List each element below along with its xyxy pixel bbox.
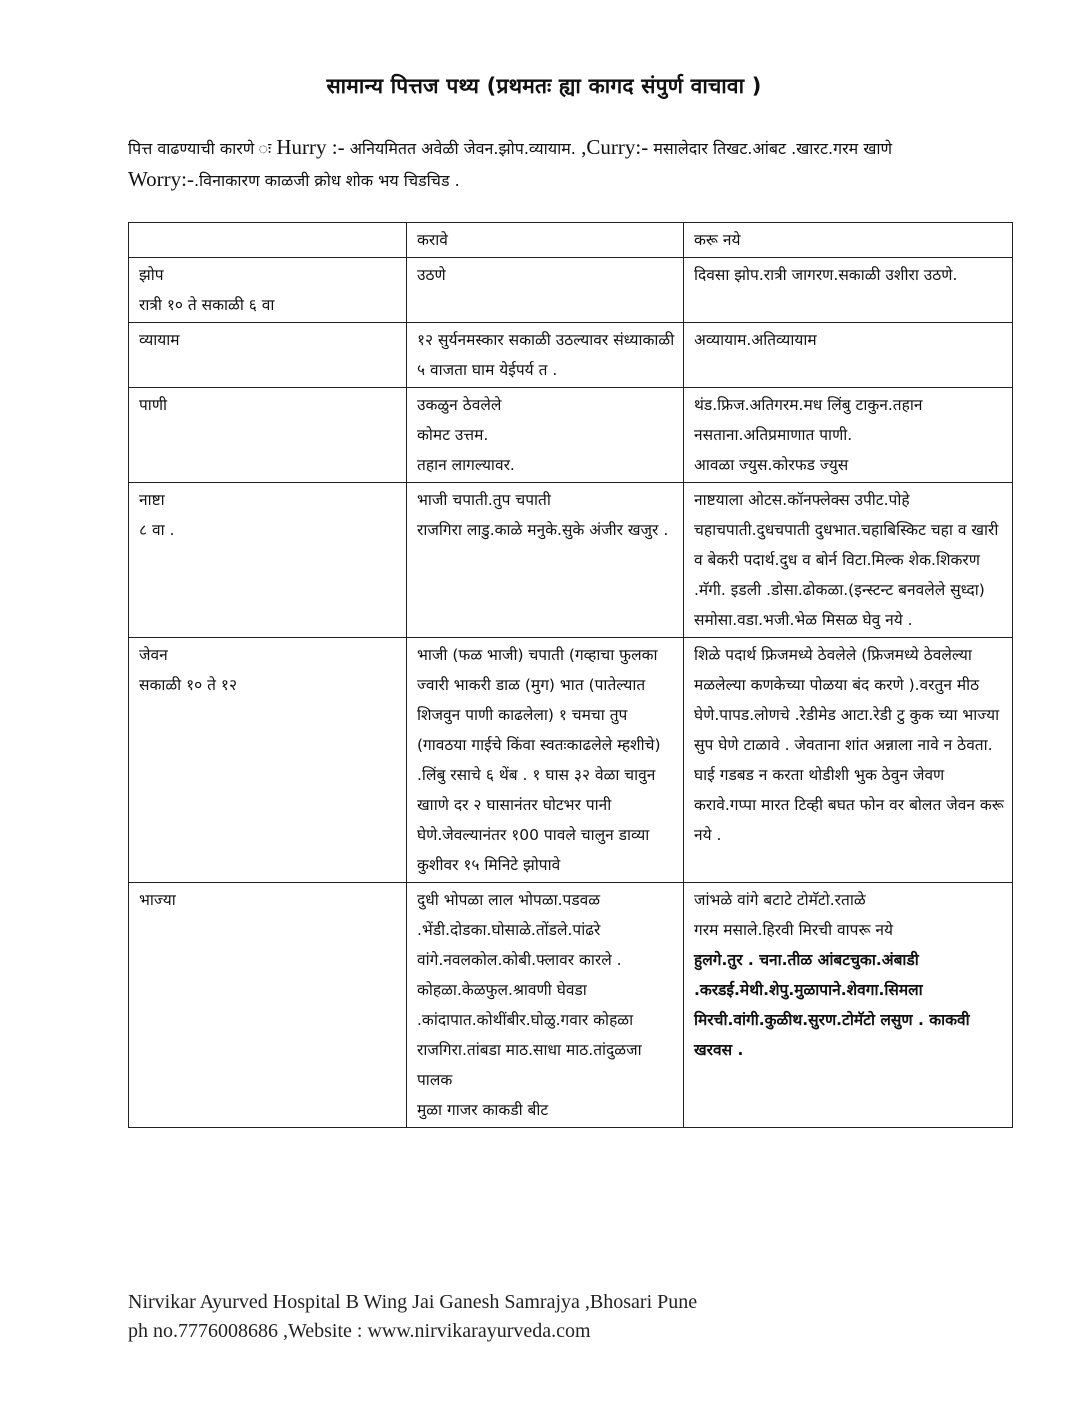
table-row — [129, 483, 1013, 638]
row-dont-sleep: दिवसा झोप.रात्री जागरण.सकाळी उशीरा उठणे. — [684, 258, 1013, 323]
row-do-exercise: १२ सुर्यनमस्कार सकाळी उठल्यावर संध्याकाळी ५ वाजता घाम येईपर्य त . — [407, 323, 684, 388]
hurry-label: Hurry :- — [276, 135, 345, 159]
table-row — [129, 388, 1013, 483]
row-do-breakfast: भाजी चपाती.तुप चपाती राजगिरा लाडु.काळे मनुके.सुके अंजीर खजुर . — [407, 483, 684, 638]
dont-vegetables-bold: हुलगे.तुर . चना.तीळ आंबटचुका.अंबाडी .करडई.मेथी.शेपु.मुळापाने.शेवगा.सिमला मिरची.वांगी.कुळीथ.सुरण.टोमॅटो लसुण . काकवी खरवस . — [694, 951, 970, 1059]
table-row — [129, 258, 1013, 323]
row-label-vegetables: भाज्या — [129, 883, 407, 1128]
row-do-sleep: उठणे — [407, 258, 684, 323]
row-do-meal: भाजी (फळ भाजी) चपाती (गव्हाचा फुलका ज्वारी भाकरी डाळ (मुग) भात (पातेल्यात शिजवुन पाणी काढलेला) १ चमचा तुप (गावठया गाईचे किंवा स्वतःकाढलेले म्हशीचे) .लिंबु रसाचे ६ थेंब . १ घास ३२ वेळा चावुन खााणे दर २ घासानंतर घोटभर पानी घेणे.जेवल्यानंतर १00 पावले चालुन डाव्या कुशीवर १५ मिनिटे झोपावे — [407, 638, 684, 883]
dont-vegetables-plain: जांभळे वांगे बटाटे टोमॅटो.रताळे गरम मसाले.हिरवी मिरची वापरू नये — [694, 891, 894, 939]
footer — [128, 1288, 988, 1346]
row-label-exercise: व्यायाम — [129, 323, 407, 388]
row-dont-meal: शिळे पदार्थ फ्रिजमध्ये ठेवलेले (फ्रिजमध्ये ठेवलेल्या मळलेल्या कणकेच्या पोळया बंद करणे ).वरतुन मीठ घेणे.पापड.लोणचे .रेडीमेड आटा.रेडी टु कुक च्या भाज्या सुप घेणे टाळावे . जेवताना शांत अन्नाला नावे न ठेवता. घाई गडबड न करता थोडीशी भुक ठेवुन जेवण करावे.गप्पा मारत टिव्ही बघत फोन वर बोलत जेवन करू नये . — [684, 638, 1013, 883]
header-cell-do: करावे — [407, 223, 684, 258]
footer-address: Nirvikar Ayurved Hospital B Wing Jai Ganesh Samrajya ,Bhosari Pune — [128, 1291, 698, 1313]
table-row — [129, 883, 1013, 1128]
row-label-meal: जेवन सकाळी १० ते १२ — [129, 638, 407, 883]
row-label-sleep: झोप रात्री १० ते सकाळी ६ वा — [129, 258, 407, 323]
row-do-water: उकळुन ठेवलेले कोमट उत्तम. तहान लागल्यावर. — [407, 388, 684, 483]
diet-table — [128, 222, 1013, 1128]
header-cell-dont: करू नये — [684, 223, 1013, 258]
row-dont-water: थंड.फ्रिज.अतिगरम.मध लिंबु टाकुन.तहान नसताना.अतिप्रमाणात पाणी. आवळा ज्युस.कोरफड ज्युस — [684, 388, 1013, 483]
curry-text: मसालेदार तिखट.आंबट .खारट.गरम खाणे — [648, 139, 893, 158]
table-header-row — [129, 223, 1013, 258]
worry-label: Worry:- — [128, 167, 194, 191]
row-do-vegetables: दुधी भोपळा लाल भोपळा.पडवळ .भेंडी.दोडका.घोसाळे.तोंडले.पांढरे वांगे.नवलकोल.कोबी.फ्लावर कारले . कोहळा.केळफुल.श्रावणी घेवडा .कांदापात.कोथींबीर.घोळु.गवार कोहळा राजगिरा.तांबडा माठ.साधा माठ.तांदुळजा पालक मुळा गाजर काकडी बीट — [407, 883, 684, 1128]
footer-contact: ph no.7776008686 ,Website : www.nirvikarayurveda.com — [128, 1320, 591, 1342]
worry-text: .विनाकारण काळजी क्रोध शोक भय चिडचिड . — [193, 171, 460, 190]
row-dont-exercise: अव्यायाम.अतिव्यायाम — [684, 323, 1013, 388]
row-label-breakfast: नाष्टा ८ वा . — [129, 483, 407, 638]
table-row — [129, 323, 1013, 388]
header-cell-blank — [129, 223, 407, 258]
intro-paragraph — [128, 132, 968, 196]
page-title: सामान्य पित्तज पथ्य (प्रथमतः ह्या कागद संपुर्ण वाचावा ) — [326, 74, 762, 98]
row-dont-breakfast: नाष्टयाला ओटस.कॉनफ्लेक्स उपीट.पोहे चहाचपाती.दुधचपाती दुधभात.चहाबिस्किट चहा व खारी व बेकरी पदार्थ.दुध व बोर्न विटा.मिल्क शेक.शिकरण .मॅगी. इडली .डोसा.ढोकळा.(इन्स्टन्ट बनवलेले सुध्दा) समोसा.वडा.भजी.भेळ मिसळ घेवु नये . — [684, 483, 1013, 638]
row-label-water: पाणी — [129, 388, 407, 483]
row-dont-vegetables — [684, 883, 1013, 1128]
table-row — [129, 638, 1013, 883]
hurry-text: अनियमितत अवेळी जेवन.झोप.व्यायाम. — [344, 139, 576, 158]
curry-label: ,Curry:- — [575, 135, 649, 159]
intro-lead: पित्त वाढण्याची कारणे ः — [128, 139, 272, 158]
